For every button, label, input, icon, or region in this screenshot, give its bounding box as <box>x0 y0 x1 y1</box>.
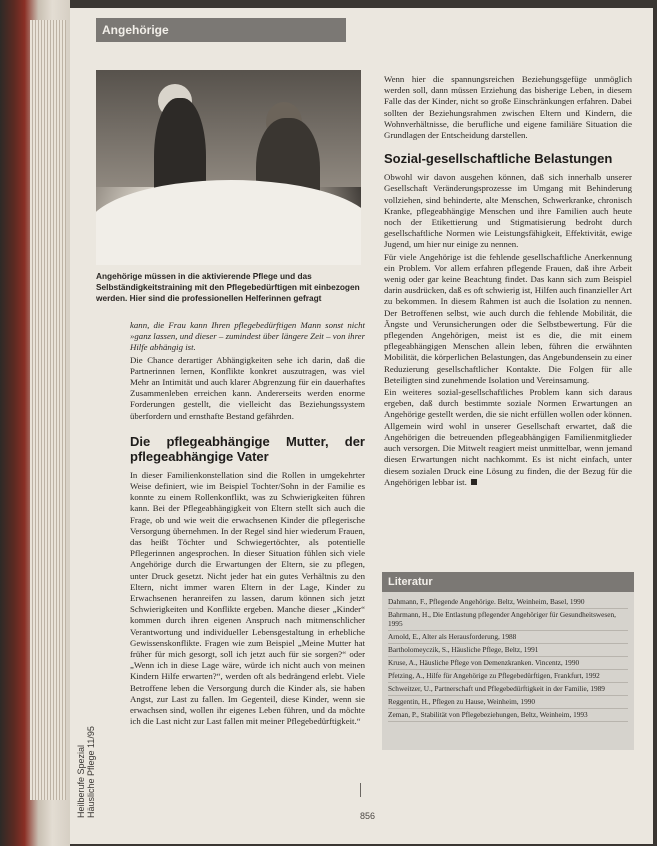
photo-caregivers <box>96 70 361 265</box>
paragraph: Obwohl wir davon ausgehen können, daß sich innerhalb unserer Gesellschaft Veränderungsprozesse im Umgang mit Behinderung vollziehen, sind behinderte, alte Menschen, Schwerkranke, chronisch Kranke, pflegeabhängige Menschen und ihre Familien auch heute noch der Etikettierung und Stigmatisierung bedroht durch gesellschaftliche Normen wie Leistungsfähigkeit, Effektivität, ewige Jugend, um hier nur einige zu nennen. <box>384 172 632 250</box>
literature-item: Pfetzing, A., Hilfe für Angehörige zu Pflegebedürftigen, Frankfurt, 1992 <box>388 670 628 683</box>
right-column <box>384 74 632 489</box>
journal-name: Heilberufe Spezial <box>76 744 86 818</box>
vertical-journal-label <box>76 668 96 818</box>
literature-list <box>382 592 634 726</box>
literature-item: Kruse, A., Häusliche Pflege von Demenzkranken. Vincentz, 1990 <box>388 657 628 670</box>
paragraph: In dieser Familienkonstellation sind die Rollen in umgekehrter Weise definiert, wie im Beispiel Tochter/Sohn in der Familie es konnte zu einem Rollenkonflikt, was zu Schwierigkeiten führen kann. Bei der Pflegeabhängigkeit von Eltern stellt sich auch die Frage, ob und wie weit die erwachsenen Kinder die pflegerische Versorgung übernehmen. In der Regel sind hier wiederum Frauen, das heißt Töchter und Schwiegertöchter, als potentielle Pflegerinnen angesprochen. In dieser Situation fühlen sich viele Angehörige durch die Erwartungen der Eltern, sie zu pflegen, unter Druck gesetzt. Nicht jeder hat ein gutes Verhältnis zu den Eltern, nicht immer waren Eltern in der Lage, Kinder zu Erwachsenen heranreifen zu lassen, darum können sich jetzt Schwierigkeiten und Konflikte ergeben. Manche dieser „Kinder“ kommen durch ihren eigenen Anspruch nach mitmenschlicher Verantwortung und individueller Lebensgestaltung in erhebliche Gewissenskonflikte. Fragen wie zum Beispiel „Meine Mutter hat früher für mich gesorgt, soll ich jetzt auch für sie sorgen?“ oder „Wenn ich in diese Lage wäre, würde ich nicht auch von meinen Kindern Hilfe erwarten?“, werden oft als bedrängend erlebt. Viele Betroffene leben die Versorgung durch die Kinder als, sie haben Angst, zur Last zu fallen. Im Gegenteil, diese Kinder, wenn sie erwachsen sind, wollen ihr eigenes Leben führen, und da möchte ich die Last nicht zur Last fallen mit meiner Pflegebedürftigkeit.“ <box>130 469 365 727</box>
paragraph: Die Chance derartiger Abhängigkeiten sehe ich darin, daß die Partnerinnen lernen, Konflikte konkret auszutragen, was viel Mehr an Intimität und auch klarer Abgrenzung für ein dauerhaftes Zusammenleben erreichen kann. Andererseits werden enorme Forderungen gestellt, die vielleicht das Beziehungssystem überfordern und ernsthafte Bestand gefährden. <box>130 354 365 421</box>
paragraph <box>384 387 632 488</box>
document-page <box>70 8 653 844</box>
paragraph-text: Ein weiteres sozial-gesellschaftliches Problem kann sich daraus ergeben, daß durch bestimmte soziale Normen Erwartungen an Angehörige gestellt werden, die sie nicht erfüllen wollen oder können. Allgemein wird wohl in unserer Gesellschaft erwartet, daß die Angehörigen die betreuenden pflegeabhängigen Familienmitglieder auch versorgen. Die Mitwelt reagiert meist unmittelbar, wenn jemand diesen Erwartungen nicht nachkommt. Es ist nicht einfach, unter diesem sozialen Druck eine Lösung zu finden, die der Bezug für die Angehörigen lebbar ist. <box>384 387 632 487</box>
literature-item: Zeman, P., Stabilität von Pflegebeziehungen, Beltz, Weinheim, 1993 <box>388 709 628 722</box>
page-tick <box>360 783 361 797</box>
section-heading: Sozial-gesellschaftliche Belastungen <box>384 151 613 167</box>
issue-label: Häusliche Pflege 11/95 <box>86 726 96 818</box>
literature-item: Reggentin, H., Pflegen zu Hause, Weinheim, 1990 <box>388 696 628 709</box>
literature-box <box>382 572 634 750</box>
left-column <box>130 320 365 729</box>
literature-item: Dahmann, F., Pflegende Angehörige. Beltz, Weinheim, Basel, 1990 <box>388 596 628 609</box>
section-heading: Die pflegeabhängige Mutter, der pflegeabhängige Vater <box>130 433 365 464</box>
page-number: 856 <box>360 811 376 821</box>
book-page-edge <box>0 0 70 846</box>
photo-caption: Angehörige müssen in die aktivierende Pflege und das Selbständigkeitstraining mit den Pflegebedürftigen mit einbezogen werden. Hier sind die professionellen Helferinnen gefragt <box>96 271 360 303</box>
quote-text: kann, die Frau kann Ihren pflegebedürftigen Mann sonst nicht »ganz lassen, und dieser – zumindest über längere Zeit – von ihrer Hilfe abhängig ist. <box>130 320 365 353</box>
literature-item: Arnold, E., Alter als Herausforderung, 1988 <box>388 631 628 644</box>
literature-item: Bahrmann, H., Die Entlastung pflegender Angehöriger für Gesundheitswesen, 1995 <box>388 609 628 631</box>
paragraph: Für viele Angehörige ist die fehlende gesellschaftliche Anerkennung ein Problem. Vor allem erfahren pflegende Frauen, daß ihre Arbeit wenig oder gar keine Beachtung findet. Das kann sich zum Beispiel darin ausdrücken, daß es oft schwierig ist, Hilfen auch finanzieller Art zu bekommen. In diesem Rahmen ist auch die Isolation zu nennen. Der Betroffenen selbst, wie auch durch die fehlende Mobilität, die Ängste und Verunsicherungen oder die Selbstbewertung. Für die pflegenden Angehörigen, meist ist es die, die mit einem pflegeabhängigen Menschen allein leben, führen die erwähnten Mobilität, die körperlichen Belastungen, das Angebundensein zu einer Reduzierung gesellschaftlicher Kontakte. Die Folgen für alle Beteiligten sind zunehmende Isolation und Vereinsamung. <box>384 251 632 385</box>
literature-item: Bartholomeyczik, S., Häusliche Pflege, Beltz, 1991 <box>388 644 628 657</box>
literature-title: Literatur <box>382 572 634 592</box>
literature-item: Schweitzer, U., Partnerschaft und Pflegebedürftigkeit in der Familie, 1989 <box>388 683 628 696</box>
end-mark-icon <box>471 479 477 485</box>
paragraph: Wenn hier die spannungsreichen Beziehungsgefüge unmöglich werden soll, dann müssen Erziehung das bisherige Leben, in diesem Falle das der Kinder, nicht so große Einschränkungen erfahren. Dabei sollten der Beziehungsrahmen zwischen Eltern und Kindern, die Wohnverhältnisse, die berufliche und eigene familiäre Situation die Grundlagen der Entscheidung darstellen. <box>384 74 632 141</box>
section-header: Angehörige <box>96 18 346 42</box>
